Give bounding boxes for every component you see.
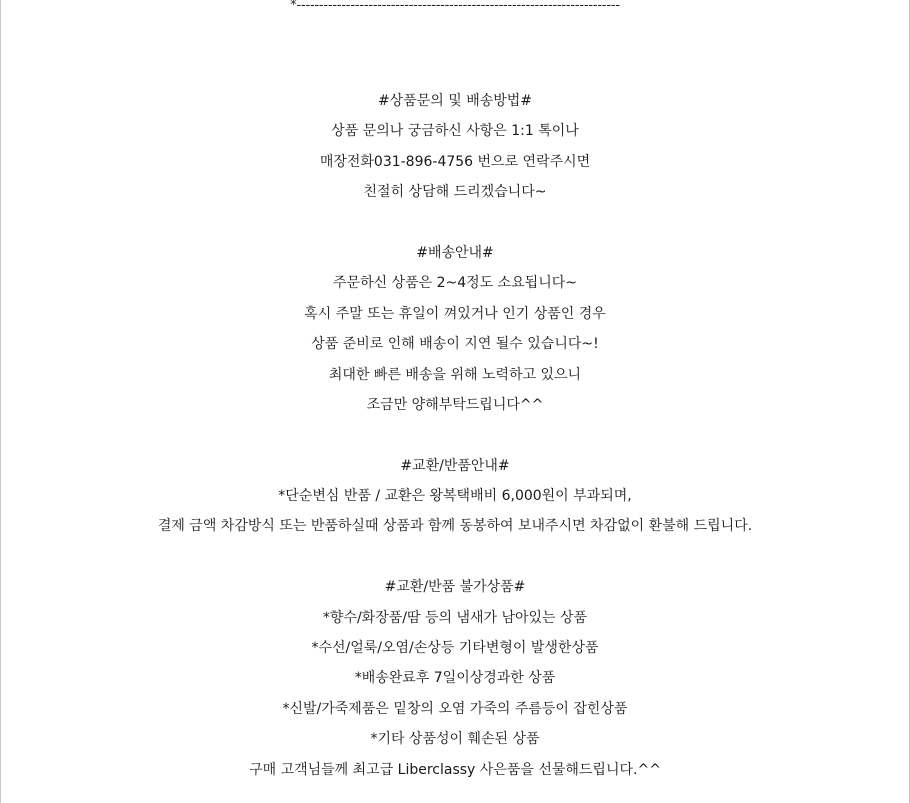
section-exchange-return (0, 451, 910, 542)
section-line: 구매 고객님들께 최고급 Liberclassy 사은품을 선물해드립니다.^^ (249, 761, 661, 778)
section-line: 주문하신 상품은 2~4정도 소요됩니다~ (333, 275, 577, 292)
spacer (0, 542, 910, 572)
section-line: 결제 금액 차감방식 또는 반품하실때 상품과 함께 동봉하여 보내주시면 차감없이 환불해 드립니다. (157, 518, 753, 535)
section-line: *향수/화장품/땀 등의 냄새가 남아있는 상품 (322, 609, 588, 626)
section-line: *신발/가죽제품은 밑창의 오염 가죽의 주름등이 잡힌상품 (282, 700, 628, 717)
section-line: *단순변심 반품 / 교환은 왕복택배비 6,000원이 부과되며, (278, 488, 632, 505)
spacer (0, 208, 910, 238)
section-heading: #상품문의 및 배송방법# (377, 93, 533, 109)
section-heading: #배송안내# (416, 244, 494, 261)
dashed-divider: *------------------------------------------------------------------------ (290, 0, 620, 13)
section-line: 조금만 양해부탁드립니다^^ (366, 396, 544, 413)
section-line: 최대한 빠른 배송을 위해 노력하고 있으니 (328, 366, 582, 383)
section-line: *배송완료후 7일이상경과한 상품 (354, 670, 556, 687)
section-line: *기타 상품성이 훼손된 상품 (370, 731, 540, 748)
section-line: *수선/얼룩/오염/손상등 기타변형이 발생한상품 (311, 640, 599, 657)
section-line: 혹시 주말 또는 휴일이 껴있거나 인기 상품인 경우 (304, 305, 606, 322)
section-inquiry (0, 86, 910, 208)
section-line: 상품 문의나 궁금하신 사항은 1:1 톡이나 (331, 123, 579, 140)
section-heading: #교환/반품안내# (400, 457, 510, 474)
section-shipping (0, 238, 910, 420)
spacer (0, 420, 910, 450)
section-non-returnable (0, 572, 910, 785)
section-heading: #교환/반품 불가상품# (384, 579, 526, 596)
section-line: 상품 준비로 인해 배송이 지연 될수 있습니다~! (311, 336, 599, 353)
section-line: 매장전화031-896-4756 번으로 연락주시면 (319, 153, 591, 170)
notice-content (0, 86, 910, 785)
section-line: 친절히 상담해 드리겠습니다~ (363, 184, 547, 201)
